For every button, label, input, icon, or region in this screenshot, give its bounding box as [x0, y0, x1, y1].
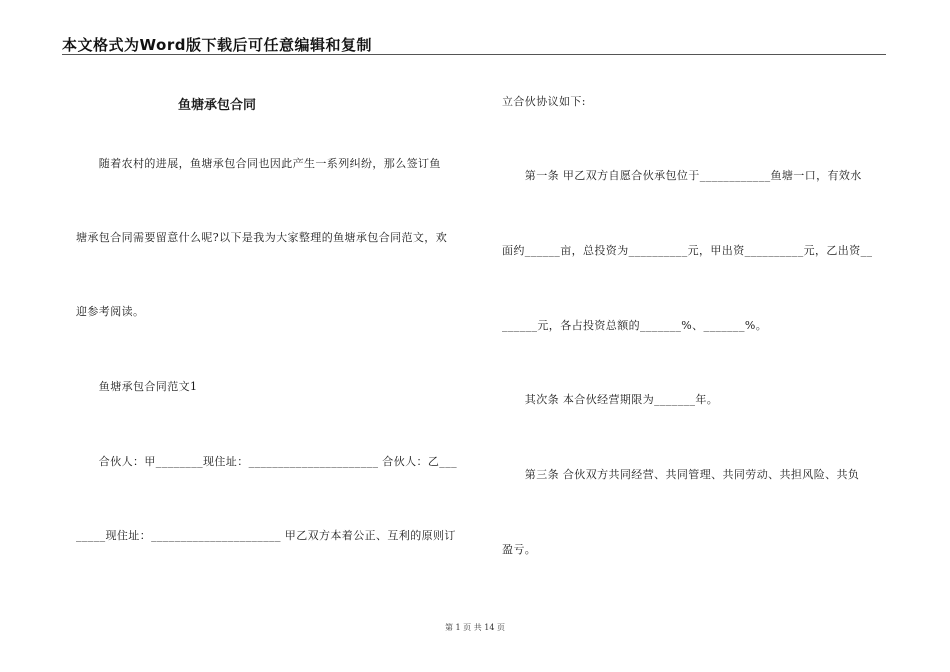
right-paragraph-line: ______元，各占投资总额的_______%、_______%。 [502, 319, 768, 332]
document-header: 本文格式为Word版下载后可任意编辑和复制 [62, 36, 372, 54]
left-paragraph-line: _____现住址：______________________ 甲乙双方本着公正、互利的原则订 [76, 529, 456, 542]
left-paragraph-line: 塘承包合同需要留意什么呢?以下是我为大家整理的鱼塘承包合同范文，欢 [76, 231, 448, 244]
right-paragraph-line: 面约______亩，总投资为__________元，甲出资__________元，乙出资__ [502, 244, 873, 257]
page-number: 第 1 页 共 14 页 [445, 623, 505, 632]
left-paragraph-line: 迎参考阅读。 [76, 305, 145, 318]
left-paragraph-line: 随着农村的进展，鱼塘承包合同也因此产生一系列纠纷，那么签订鱼 [76, 157, 441, 170]
right-paragraph-line: 第三条 合伙双方共同经营、共同管理、共同劳动、共担风险、共负 [502, 468, 860, 481]
right-paragraph-line: 盈亏。 [502, 543, 537, 556]
right-paragraph-line: 其次条 本合伙经营期限为_______年。 [502, 393, 719, 406]
section-heading: 鱼塘承包合同范文1 [76, 380, 198, 393]
right-paragraph-line: 第一条 甲乙双方自愿合伙承包位于____________鱼塘一口，有效水 [502, 169, 862, 182]
right-paragraph-line: 立合伙协议如下: [502, 95, 586, 108]
left-paragraph-line: 合伙人：甲________现住址：______________________ 合伙人：乙___ [76, 455, 457, 468]
header-divider [62, 54, 886, 55]
document-title: 鱼塘承包合同 [177, 98, 256, 113]
